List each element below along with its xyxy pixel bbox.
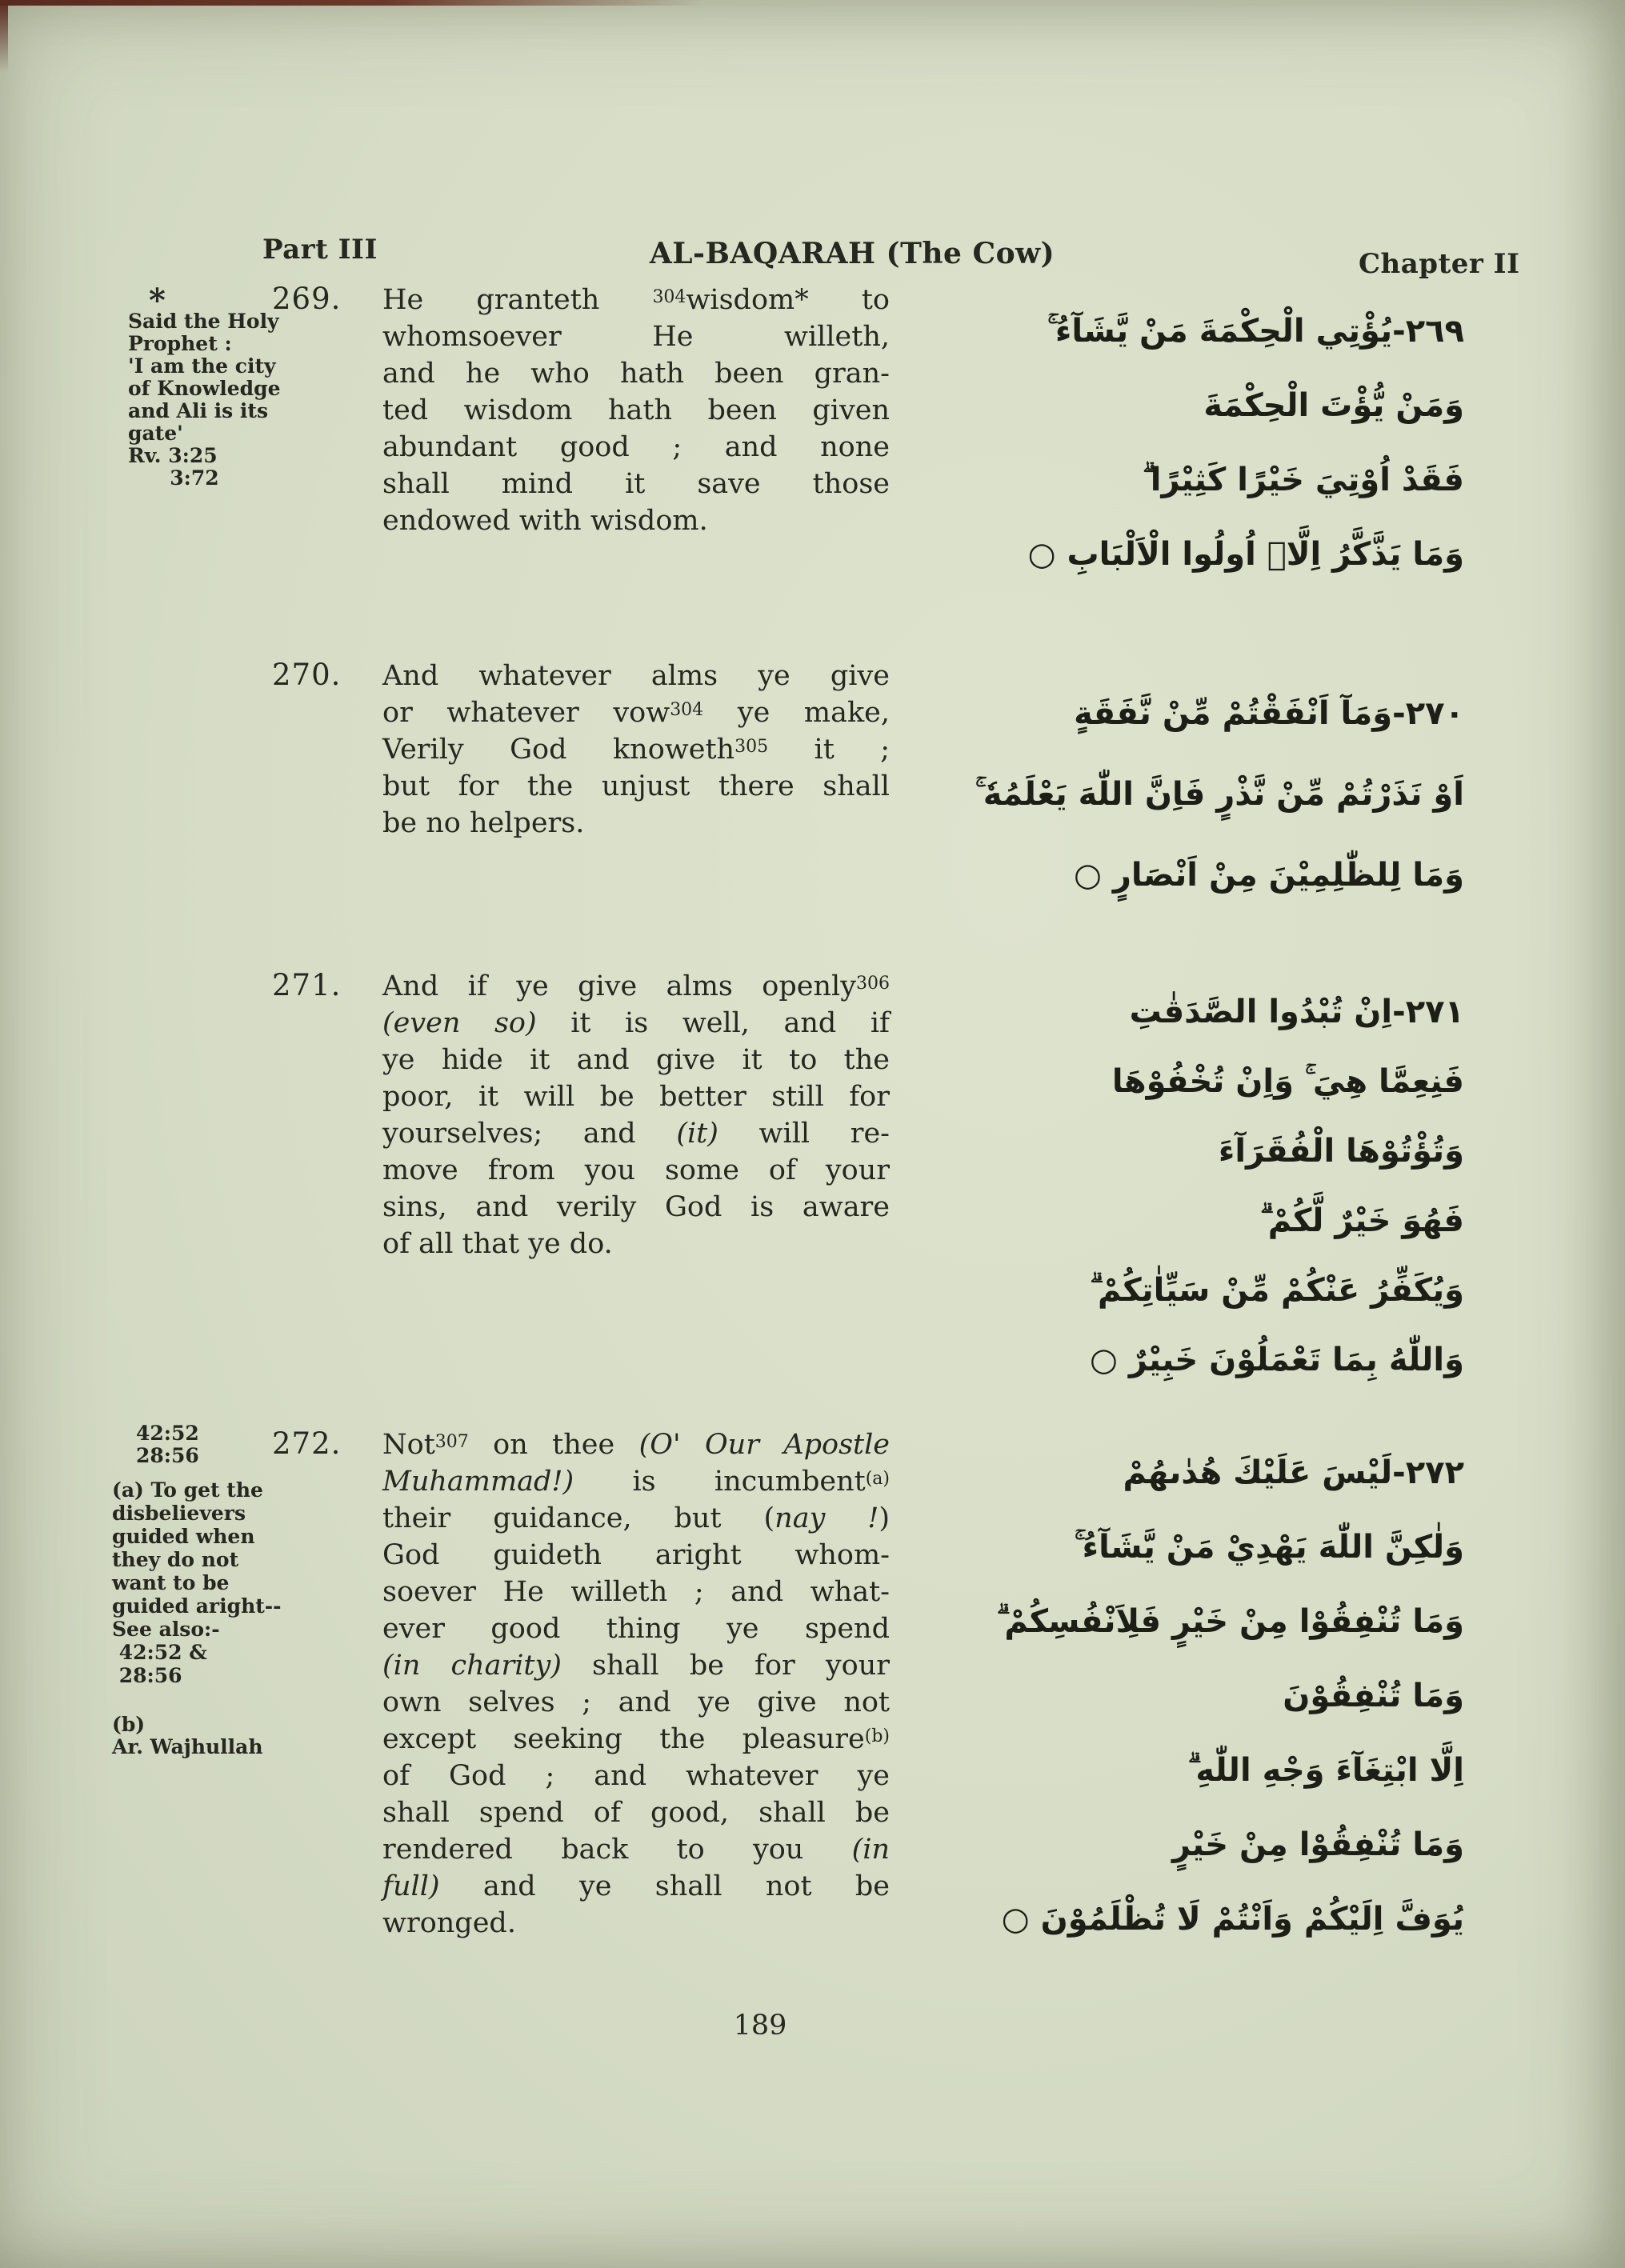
margin-note-269 (128, 310, 304, 490)
margin-note-line: gate' (128, 422, 183, 445)
verse-270-english (382, 658, 890, 842)
header-chapter-label: Chapter II (1359, 248, 1520, 280)
english-line: move from you some of your (382, 1154, 890, 1186)
english-line: sins, and verily God is aware (382, 1191, 890, 1223)
arabic-line: ٢٧١-اِنْ تُبْدُوا الصَّدَقٰتِ (1129, 994, 1464, 1030)
verse-269-english (382, 282, 890, 539)
margin-note-a (112, 1478, 296, 1687)
margin-note-line: (a) To get the (112, 1478, 263, 1502)
verse-270-number: 270. (272, 658, 342, 692)
english-line: shall spend of good, shall be (382, 1797, 890, 1829)
margin-note-line: Prophet : (128, 332, 232, 355)
english-line: poor, it will be better still for (382, 1081, 890, 1113)
scan-edge-corner (0, 0, 8, 72)
arabic-line: وَيُكَفِّرُ عَنْكُمْ مِّنْ سَيِّاٰتِكُمْ ۗ (1090, 1272, 1464, 1309)
english-line: Muhammad!) is incumbent$^{(a)}$ (382, 1466, 890, 1498)
arabic-line: فَهُوَ خَيْرٌ لَّكُمْ ۗ (1259, 1202, 1464, 1239)
english-line: shall mind it save those (382, 468, 890, 500)
english-line: but for the unjust there shall (382, 770, 890, 802)
verse-269-arabic (948, 294, 1464, 592)
english-line: rendered back to you (in (382, 1834, 890, 1866)
english-line: own selves ; and ye give not (382, 1686, 890, 1718)
english-line: And if ye give alms openly$^{306}$ (382, 970, 890, 1002)
english-line: (even so) it is well, and if (382, 1007, 891, 1039)
arabic-line: فَنِعِمَّا هِيَ ۚ وَاِنْ تُخْفُوْهَا (1111, 1063, 1464, 1100)
margin-ref-line: 42:52 (136, 1422, 199, 1445)
english-line: ye hide it and give it to the (382, 1044, 890, 1076)
page-number: 189 (733, 2010, 787, 2042)
margin-note-line: 42:52 & (112, 1641, 207, 1664)
english-line: soever He willeth ; and what- (382, 1576, 890, 1608)
english-line: ever good thing ye spend (382, 1613, 890, 1645)
english-line: and he who hath been gran- (382, 358, 890, 390)
margin-note-line: (b) (112, 1713, 146, 1736)
verse-270-arabic (948, 674, 1464, 916)
english-line: be no helpers. (382, 807, 585, 839)
english-line: wronged. (382, 1907, 516, 1939)
footnote-star-symbol: * (149, 282, 166, 319)
english-line: yourselves; and (it) will re- (382, 1118, 890, 1150)
english-line: whomsoever He willeth, (382, 321, 890, 353)
english-line: And whatever alms ye give (382, 660, 890, 692)
margin-note-line: they do not (112, 1548, 239, 1571)
verse-269-number: 269. (272, 282, 342, 316)
margin-note-b (112, 1714, 263, 1758)
english-line: Not$^{307}$ on thee (O' Our Apostle (382, 1429, 890, 1461)
arabic-line: وَتُؤْتُوْهَا الْفُقَرَآءَ (1218, 1133, 1464, 1170)
header-part-label: Part III (262, 234, 378, 266)
arabic-line: وَلٰكِنَّ اللّٰهَ يَهْدِيْ مَنْ يَّشَآءُ ۚ (1074, 1529, 1464, 1566)
verse-272-english (382, 1426, 890, 1942)
arabic-line: وَمَا تُنْفِقُوْا مِنْ خَيْرٍ فَلِاَنْفُسِكُمْ ۗ (996, 1603, 1464, 1640)
arabic-line: وَمَا يَذَّكَّرُ اِلَّاۤ اُولُوا الْاَلْبَابِ ○ (1027, 536, 1464, 573)
arabic-line: وَاللّٰهُ بِمَا تَعْمَلُوْنَ خَبِيْرٌ ○ (1090, 1342, 1464, 1378)
arabic-line: فَقَدْ اُوْتِيَ خَيْرًا كَثِيْرًا ۗ (1142, 462, 1464, 498)
margin-note-line: Said the Holy (128, 310, 279, 333)
english-line: their guidance, but (nay !) (382, 1502, 891, 1534)
scan-edge-top (0, 0, 704, 6)
english-line: or whatever vow$^{304}$ ye make, (382, 697, 890, 729)
english-line: full) and ye shall not be (382, 1870, 890, 1902)
arabic-line: وَمَنْ يُّؤْتَ الْحِكْمَةَ (1203, 387, 1464, 424)
verse-271-arabic (948, 978, 1464, 1395)
arabic-line: يُوَفَّ اِلَيْكُمْ وَاَنْتُمْ لَا تُظْلَمُوْنَ ○ (1001, 1901, 1464, 1938)
verse-271-english (382, 968, 890, 1262)
margin-note-line: 3:72 (128, 466, 219, 490)
verse-271-number: 271. (272, 968, 342, 1002)
arabic-line: وَمَا تُنْفِقُوْا مِنْ خَيْرٍ (1172, 1826, 1464, 1863)
margin-ref-line: 28:56 (136, 1444, 199, 1467)
margin-note-line: want to be (112, 1571, 230, 1594)
margin-note-line: See also:- (112, 1618, 220, 1641)
margin-note-line: and Ali is its (128, 399, 269, 422)
english-line: endowed with wisdom. (382, 505, 708, 537)
margin-ref-272 (136, 1422, 199, 1467)
english-line: He granteth $^{304}$wisdom* to (382, 284, 890, 316)
margin-note-line: guided when (112, 1525, 255, 1548)
english-line: of all that ye do. (382, 1228, 613, 1260)
english-line: of God ; and whatever ye (382, 1760, 890, 1792)
margin-note-line: disbelievers (112, 1502, 246, 1525)
arabic-line: ٢٧٠-وَمَآ اَنْفَقْتُمْ مِّنْ نَّفَقَةٍ (1074, 695, 1464, 732)
margin-note-line: 'I am the city (128, 354, 276, 378)
english-line: (in charity) shall be for your (382, 1650, 890, 1682)
margin-note-line: of Knowledge (128, 377, 281, 400)
header-surah-title: AL-BAQARAH (The Cow) (649, 237, 1055, 270)
arabic-line: اِلَّا ابْتِغَآءَ وَجْهِ اللّٰهِ ۗ (1187, 1752, 1464, 1789)
verse-272-number: 272. (272, 1426, 342, 1461)
english-line: God guideth aright whom- (382, 1539, 890, 1571)
margin-note-line: guided aright-- (112, 1594, 282, 1618)
arabic-line: ٢٦٩-يُؤْتِي الْحِكْمَةَ مَنْ يَّشَآءُ ۚ (1047, 313, 1464, 350)
english-line: abundant good ; and none (382, 431, 890, 463)
arabic-line: اَوْ نَذَرْتُمْ مِّنْ نَّذْرٍ فَاِنَّ اللّٰهَ يَعْلَمُهٗ ۚ (975, 776, 1464, 813)
english-line: ted wisdom hath been given (382, 394, 890, 426)
margin-note-line: Ar. Wajhullah (112, 1735, 263, 1758)
english-line: except seeking the pleasure$^{(b)}$ (382, 1723, 890, 1755)
arabic-line: وَمَا لِلظّٰلِمِيْنَ مِنْ اَنْصَارٍ ○ (1074, 857, 1464, 894)
arabic-line: وَمَا تُنْفِقُوْنَ (1283, 1678, 1464, 1714)
arabic-line: ٢٧٢-لَيْسَ عَلَيْكَ هُدٰىهُمْ (1123, 1454, 1464, 1491)
margin-note-line: Rv. 3:25 (128, 444, 218, 467)
verse-272-arabic (948, 1436, 1464, 1957)
margin-note-line: 28:56 (112, 1664, 182, 1687)
english-line: Verily God knoweth$^{305}$ it ; (382, 734, 890, 766)
